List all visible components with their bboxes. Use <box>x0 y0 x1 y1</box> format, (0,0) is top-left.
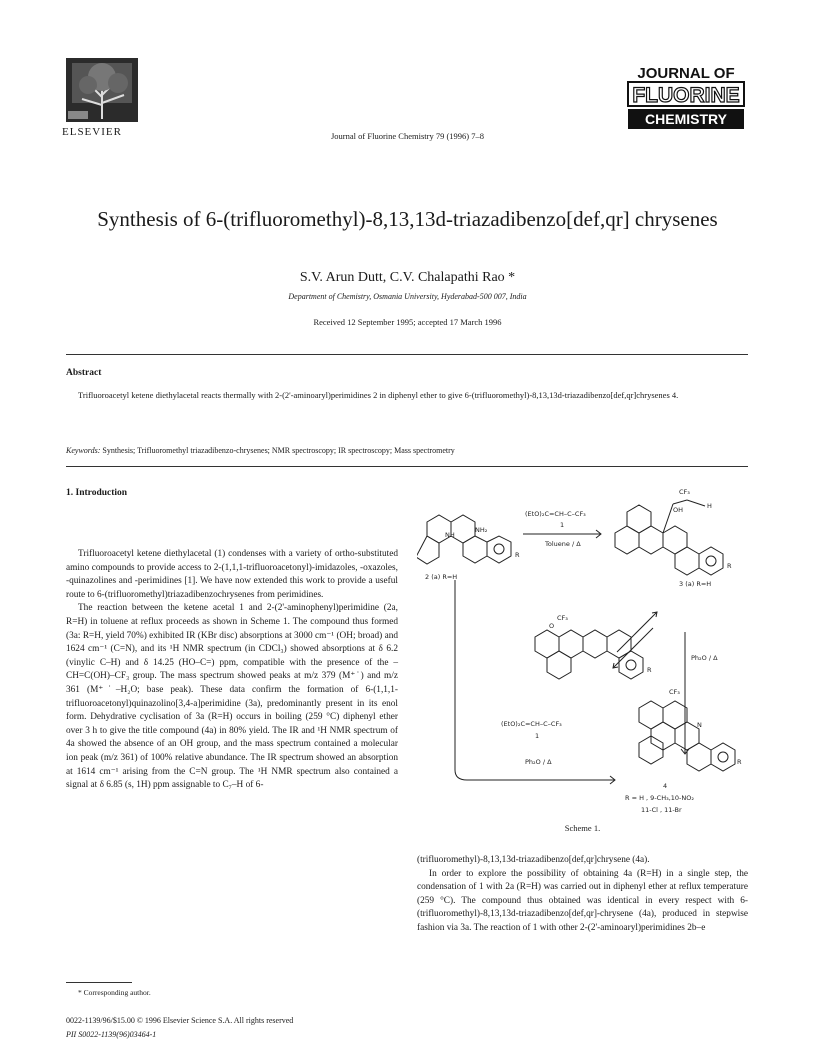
reagent-bottom: (EtO)₂C=CH–C–CF₃ <box>501 720 562 728</box>
scheme-caption: Scheme 1. <box>564 823 601 833</box>
substituents-line1: R = H , 9-CH₃,10-NO₂ <box>625 794 694 802</box>
journal-logo <box>620 63 752 135</box>
copyright-line: 0022-1139/96/$15.00 © 1996 Elsevier Science S.A. All rights reserved <box>66 1016 294 1025</box>
right-paragraph-1: (trifluoromethyl)-8,13,13d-triazadibenzo[def,qr]chrysene (4a). <box>417 855 650 865</box>
scheme-r-label-mid: R <box>647 666 652 674</box>
right-column <box>417 854 748 936</box>
right-paragraph-2: In order to explore the possibility of obtaining 4a (R=H) in a single step, the condensation of 1 with 2a (R=H) was carried out in diphenyl ether at reflux temperature (259 °C). The compound thus obtained was identical in every respect with 6-(trifluoromethyl)-8,13,13d-triazadibenzo[def,qr]-chrysene (4a), produced in stepwise fashion via 3a. The reaction of 1 with other 2-(2'-aminoaryl)perimidines 2b–e <box>417 868 748 933</box>
section-heading: 1. Introduction <box>66 488 128 498</box>
pii-line: PII S0022-1139(96)03464-1 <box>66 1030 157 1039</box>
abstract-divider <box>66 466 748 467</box>
left-column <box>66 548 398 793</box>
received-accepted-dates: Received 12 September 1995; accepted 17 March 1996 <box>313 317 502 327</box>
keywords-line <box>66 446 748 455</box>
scheme-o-label: O <box>549 622 555 630</box>
keywords-list: Synthesis; Trifluoromethyl triazadibenzo-chrysenes; NMR spectroscopy; IR spectroscopy; Mass spectrometry <box>102 446 455 455</box>
condition-right: Ph₂O / Δ <box>691 654 718 662</box>
reagent-top-number: 1 <box>560 521 565 529</box>
substituents-line2: 11-Cl , 11-Br <box>641 806 682 814</box>
scheme-r-label-2: R <box>515 551 520 559</box>
scheme-nh2-label: NH₂ <box>475 526 488 534</box>
scheme-oh-label: OH <box>673 506 684 514</box>
intro-paragraph-2: The reaction between the ketene acetal 1 and 2-(2'-aminophenyl)perimidine (2a, R=H) in toluene at reflux proceeds as shown in Scheme 1. The compound thus formed (3a: R=H, yield 70%) exhibited IR (KBr disc) absorptions at 3000 cm⁻¹ (OH; broad) and 1624 cm⁻¹ (C=N), and its ¹H NMR spectrum (in CDCl₃) showed absorptions at δ 6.2 (vinylic C–H) and δ 14.25 (HO–C=) ppm, compatible with the presence of the –CH=C(OH)–CF₃ group. The mass spectrum showed peaks at m/z 379 (M⁺˙) and m/z 361 (M⁺˙–H₂O; base peak). These data confirm the formation of 6-(1,1,1-trifluoroacetonyl)quinazolino[3,4-a]perimidine (3a), predominantly present in its enol form. Dehydrative cyclisation of 3a (R=H) occurs in boiling (259 °C) diphenyl ether over 3 h to give the title compound (4a) in 80% yield. The IR and ¹H NMR spectrum of 4a showed the absence of an OH group, and the mass spectrum contained a molecular ion peak (m/z 361) of 100% relative abundance. The IR spectrum showed an absorption at 1614 cm⁻¹ arising from the C=N group. The ¹H NMR spectrum also contained a signal at δ 6.85 (s, 1H) ppm assignable to C₇–H of 6- <box>66 603 398 791</box>
condition-bottom: Ph₂O / Δ <box>525 758 552 766</box>
scheme-nh-label: NH <box>445 531 455 539</box>
journal-logo-line2: FLUORINE <box>632 84 740 107</box>
compound-2-label: 2 (a) R=H <box>425 573 458 581</box>
scheme-cf3-top: CF₃ <box>679 488 690 496</box>
journal-logo-line3: CHEMISTRY <box>645 111 727 127</box>
scheme-n-label: N <box>697 721 702 729</box>
article-authors: S.V. Arun Dutt, C.V. Chalapathi Rao * <box>299 270 516 285</box>
condition-top: Toluene / Δ <box>545 540 581 548</box>
journal-logo-line1: JOURNAL OF <box>637 65 735 82</box>
footnote-divider <box>66 982 132 983</box>
scheme-h-label: H <box>707 502 712 510</box>
scheme-r-label-3: R <box>727 562 732 570</box>
footnote-corresponding-author: * Corresponding author. <box>78 988 151 997</box>
header-divider <box>66 354 748 355</box>
elsevier-tree-logo <box>62 55 142 127</box>
scheme-r-label-4: R <box>737 758 742 766</box>
reagent-bottom-number: 1 <box>535 732 540 740</box>
keywords-label: Keywords: <box>66 446 101 455</box>
abstract-heading: Abstract <box>66 368 102 378</box>
abstract-text: Trifluoroacetyl ketene diethylacetal reacts thermally with 2-(2'-aminoaryl)perimidines 2 in diphenyl ether to give 6-(trifluoromethyl)-8,13,13d-triazadibenzo[def,qr]chrysenes 4. <box>78 390 679 400</box>
article-title: Synthesis of 6-(trifluoromethyl)-8,13,13d-triazadibenzo[def,qr] chrysenes <box>97 207 718 231</box>
publisher-name: ELSEVIER <box>62 126 122 138</box>
scheme-cf3-mid: CF₃ <box>557 614 568 622</box>
author-affiliation: Department of Chemistry, Osmania University, Hyderabad-500 007, India <box>288 292 527 301</box>
journal-citation: Journal of Fluorine Chemistry 79 (1996) 7–8 <box>331 131 484 141</box>
intro-paragraph-1: Trifluoroacetyl ketene diethylacetal (1) condenses with a variety of ortho-substituted amino compounds to provide access to 2-(1,1,1-trifluoroacetonyl)-imidazoles, -oxazoles, -quinazolines and -perimidines [1]. We have now extended this work to provide a useful route to 6-(trifluoromethyl)triazadibenzochrysenes from perimidines. <box>66 549 398 600</box>
reagent-top: (EtO)₂C=CH–C–CF₃ <box>525 510 586 518</box>
scheme-cf3-bottom: CF₃ <box>669 688 680 696</box>
scheme-1-figure <box>417 482 748 832</box>
compound-4-label: 4 <box>663 782 668 790</box>
compound-3-label: 3 (a) R=H <box>679 580 712 588</box>
